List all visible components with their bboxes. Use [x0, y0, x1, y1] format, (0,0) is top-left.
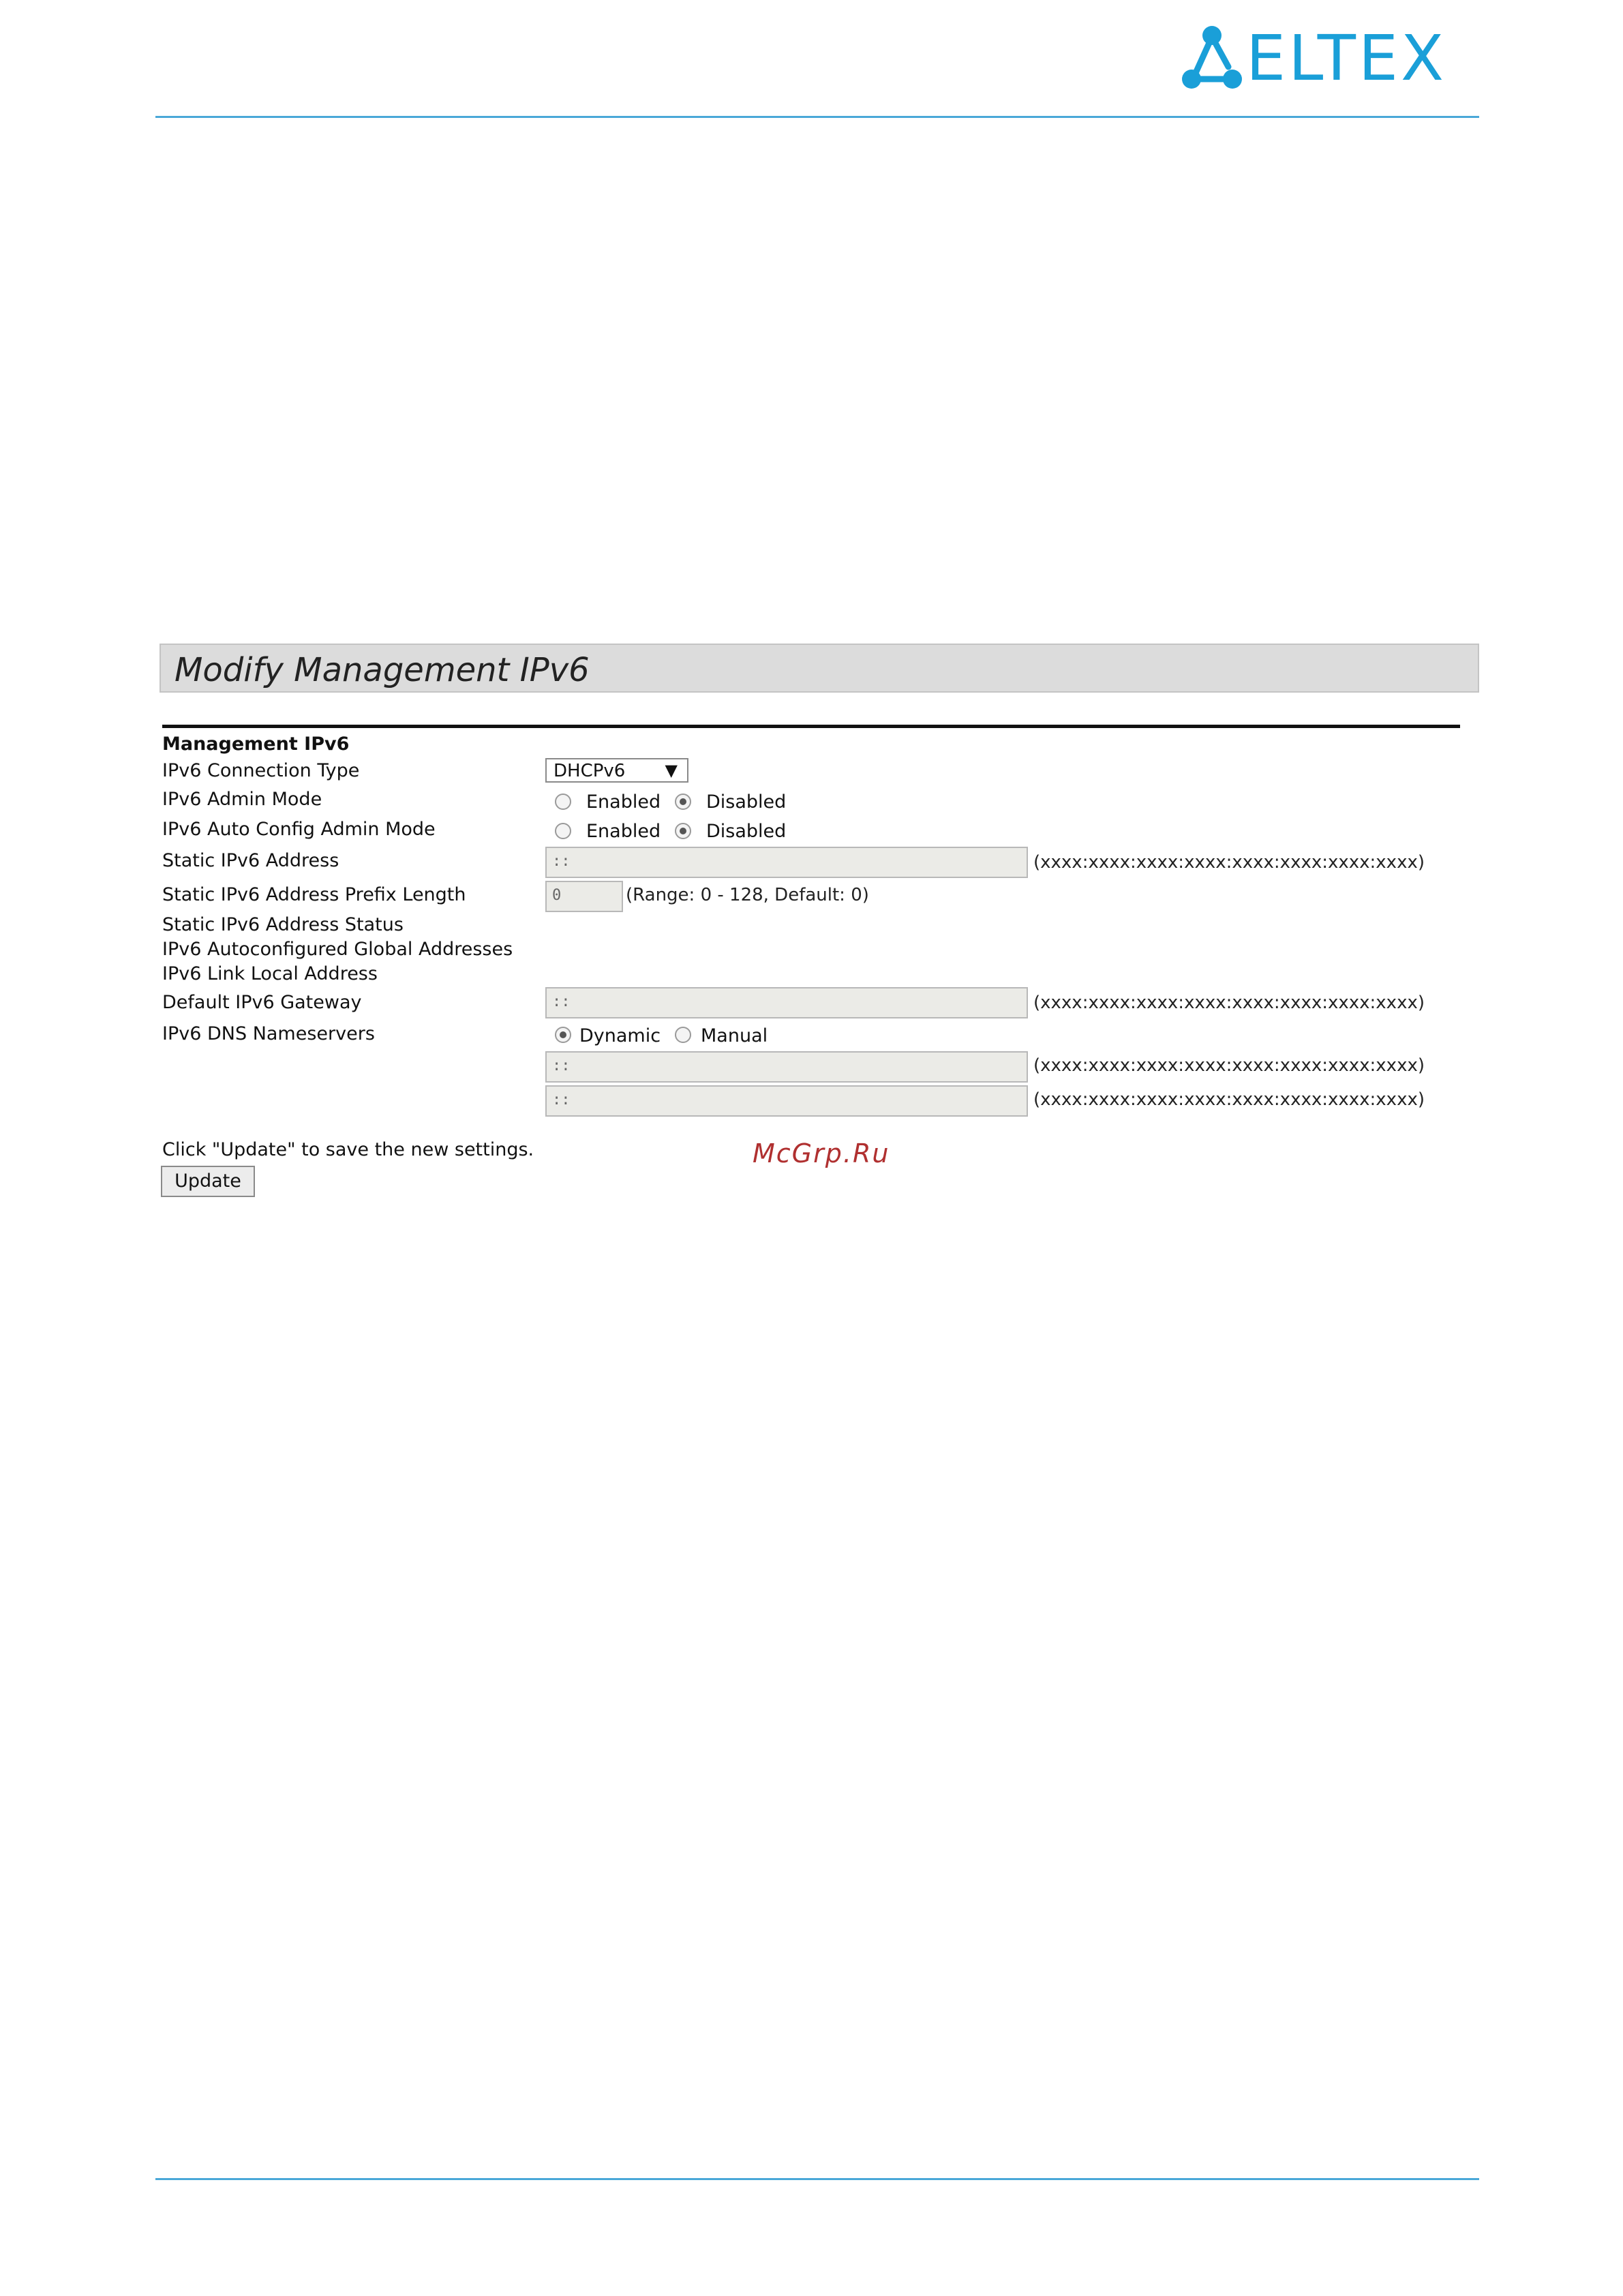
connection-type-label: IPv6 Connection Type [162, 760, 360, 781]
dns-manual-label: Manual [701, 1025, 768, 1046]
footer-rule [155, 2178, 1479, 2180]
link-local-label: IPv6 Link Local Address [162, 963, 378, 984]
gateway-hint: (xxxx:xxxx:xxxx:xxxx:xxxx:xxxx:xxxx:xxxx) [1033, 993, 1425, 1013]
auto-config-disabled-label: Disabled [706, 821, 787, 842]
prefix-length-input[interactable]: 0 [545, 881, 623, 912]
prefix-length-label: Static IPv6 Address Prefix Length [162, 884, 466, 905]
autoconf-global-label: IPv6 Autoconfigured Global Addresses [162, 939, 513, 960]
static-address-input[interactable]: :: [545, 847, 1028, 878]
dropdown-arrow-icon: ▼ [665, 761, 678, 780]
update-note: Click "Update" to save the new settings. [162, 1139, 534, 1160]
connection-type-value: DHCPv6 [553, 761, 626, 781]
admin-mode-enabled-radio[interactable] [555, 794, 571, 810]
eltex-logo [1178, 22, 1478, 95]
static-address-label: Static IPv6 Address [162, 850, 339, 871]
auto-config-label: IPv6 Auto Config Admin Mode [162, 819, 436, 840]
dns-manual-radio[interactable] [675, 1027, 691, 1043]
dns-server2-hint: (xxxx:xxxx:xxxx:xxxx:xxxx:xxxx:xxxx:xxxx) [1033, 1089, 1425, 1110]
static-address-hint: (xxxx:xxxx:xxxx:xxxx:xxxx:xxxx:xxxx:xxxx) [1033, 852, 1425, 873]
dns-server2-input[interactable]: :: [545, 1085, 1028, 1117]
section-heading: Management IPv6 [162, 734, 350, 755]
auto-config-enabled-radio[interactable] [555, 823, 571, 839]
watermark-text: McGrp.Ru [753, 1138, 890, 1168]
gateway-input[interactable]: :: [545, 987, 1028, 1018]
auto-config-disabled-radio[interactable] [675, 823, 691, 839]
prefix-length-hint: (Range: 0 - 128, Default: 0) [626, 885, 869, 905]
dns-label: IPv6 DNS Nameservers [162, 1023, 375, 1044]
gateway-label: Default IPv6 Gateway [162, 992, 362, 1013]
auto-config-enabled-label: Enabled [586, 821, 661, 842]
network-nodes-icon [1178, 25, 1246, 93]
logo-text: ELTEX [1246, 22, 1447, 95]
address-status-label: Static IPv6 Address Status [162, 914, 404, 935]
update-button[interactable]: Update [161, 1166, 255, 1197]
dns-server1-input[interactable]: :: [545, 1051, 1028, 1083]
admin-mode-enabled-label: Enabled [586, 791, 661, 813]
header-rule [155, 116, 1479, 118]
page-title: Modify Management IPv6 [175, 651, 590, 689]
dns-server1-hint: (xxxx:xxxx:xxxx:xxxx:xxxx:xxxx:xxxx:xxxx) [1033, 1055, 1425, 1076]
panel-title-bar [160, 644, 1479, 693]
admin-mode-disabled-radio[interactable] [675, 794, 691, 810]
admin-mode-disabled-label: Disabled [706, 791, 787, 813]
admin-mode-label: IPv6 Admin Mode [162, 789, 322, 810]
connection-type-select[interactable] [545, 758, 688, 783]
section-divider [162, 725, 1460, 728]
dns-dynamic-radio[interactable] [555, 1027, 571, 1043]
dns-dynamic-label: Dynamic [579, 1025, 661, 1046]
